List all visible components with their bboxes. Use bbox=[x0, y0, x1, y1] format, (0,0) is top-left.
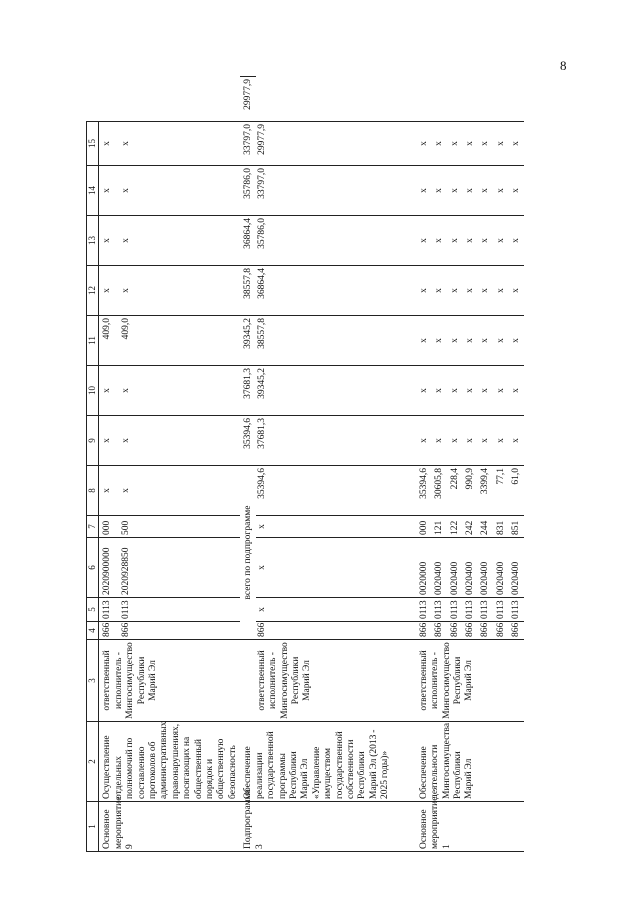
header-cell: 12 bbox=[87, 266, 99, 316]
table-cell: 3399,4 bbox=[477, 466, 492, 516]
table-cell: х bbox=[508, 216, 523, 266]
table-cell: 36864,4 bbox=[240, 216, 255, 266]
header-cell: 4 bbox=[87, 622, 99, 640]
header-cell: 8 bbox=[87, 466, 99, 516]
table-cell: х bbox=[99, 416, 120, 466]
table-cell: х bbox=[256, 516, 416, 538]
table-cell: 242 bbox=[462, 516, 477, 538]
table-cell: х bbox=[462, 216, 477, 266]
table-cell: х bbox=[120, 266, 240, 316]
header-cell: 1 bbox=[87, 802, 99, 852]
table-cell: х bbox=[447, 216, 462, 266]
table-cell: х bbox=[99, 166, 120, 216]
table-cell: х bbox=[431, 166, 446, 216]
table-cell: х bbox=[120, 166, 240, 216]
table-cell: х bbox=[447, 122, 462, 166]
table-cell: 0020000 bbox=[416, 538, 431, 598]
table-cell: х bbox=[477, 266, 492, 316]
table-cell: 37681,3 bbox=[256, 416, 416, 466]
table-cell: х bbox=[416, 122, 431, 166]
table-cell: х bbox=[477, 166, 492, 216]
table-cell: х bbox=[477, 416, 492, 466]
header-cell: 13 bbox=[87, 216, 99, 266]
table-cell: 990,9 bbox=[462, 466, 477, 516]
header-cell: 11 bbox=[87, 316, 99, 366]
table-cell: 33797,0 bbox=[240, 122, 255, 166]
header-cell: 14 bbox=[87, 166, 99, 216]
table-cell: 866 bbox=[416, 622, 431, 640]
table-cell: 29977,9 bbox=[240, 77, 255, 122]
table-row bbox=[99, 77, 120, 852]
table-cell: х bbox=[477, 216, 492, 266]
table-cell: 0113 bbox=[431, 598, 446, 622]
table-cell: х bbox=[431, 416, 446, 466]
table-cell: 0113 bbox=[508, 598, 523, 622]
table-cell: 831 bbox=[493, 516, 508, 538]
table-cell: 33797,0 bbox=[256, 166, 416, 216]
table-cell: х bbox=[462, 266, 477, 316]
table-cell: х bbox=[256, 538, 416, 598]
table-cell: 000 bbox=[99, 516, 120, 538]
subprogram-total-label: всего по подпрограмме bbox=[240, 466, 255, 640]
row-description: Осуществление отдельных полномочий по составлению протоколов об административных правонарушениях, посягающих на общественный порядок и общественную безопасность bbox=[99, 722, 240, 802]
table-cell: х bbox=[508, 316, 523, 366]
table-cell: х bbox=[416, 216, 431, 266]
table-cell: х bbox=[477, 366, 492, 416]
table-cell: 866 bbox=[120, 622, 240, 640]
table-cell: х bbox=[477, 316, 492, 366]
table-cell: 2020928850 bbox=[120, 538, 240, 598]
table-cell: х bbox=[508, 266, 523, 316]
page-number: 8 bbox=[560, 58, 567, 73]
table-cell: х bbox=[493, 416, 508, 466]
table-cell: 0113 bbox=[493, 598, 508, 622]
table-cell: х bbox=[431, 316, 446, 366]
table-cell: х bbox=[431, 366, 446, 416]
row-description: Обеспечение реализации государственной программы Республики Марий Эл «Управление имуществом государственной собственности Республики Марий Эл (2013 - 2025 годы)» bbox=[240, 722, 415, 802]
program-table-rotated bbox=[86, 76, 548, 852]
table-cell: х bbox=[431, 122, 446, 166]
header-cell: 6 bbox=[87, 538, 99, 598]
row-executor: ответственный исполнитель - Мингосимущество Республики Марий Эл bbox=[416, 640, 524, 722]
table-row bbox=[240, 77, 255, 852]
table-cell: 0113 bbox=[99, 598, 120, 622]
table-cell: 39345,2 bbox=[240, 316, 255, 366]
header-cell: 7 bbox=[87, 516, 99, 538]
table-cell: 35394,6 bbox=[256, 466, 416, 516]
table-cell: х bbox=[462, 366, 477, 416]
table-cell: х bbox=[447, 166, 462, 216]
program-table bbox=[86, 76, 524, 852]
table-cell: х bbox=[416, 166, 431, 216]
table-cell: 0113 bbox=[120, 598, 240, 622]
table-cell: 866 bbox=[99, 622, 120, 640]
table-cell: х bbox=[508, 122, 523, 166]
table-cell: 39345,2 bbox=[256, 366, 416, 416]
table-cell: 77,1 bbox=[493, 466, 508, 516]
table-cell: х bbox=[477, 122, 492, 166]
table-cell: 0020400 bbox=[462, 538, 477, 598]
table-cell: х bbox=[462, 316, 477, 366]
table-cell: х bbox=[120, 416, 240, 466]
table-cell: 866 bbox=[508, 622, 523, 640]
header-cell: 9 bbox=[87, 416, 99, 466]
table-cell: х bbox=[508, 366, 523, 416]
table-cell: 36864,4 bbox=[256, 266, 416, 316]
table-cell: х bbox=[447, 366, 462, 416]
table-cell: 866 bbox=[256, 622, 416, 640]
table-cell: х bbox=[416, 366, 431, 416]
table-row bbox=[416, 77, 431, 852]
table-cell: х bbox=[462, 166, 477, 216]
row-label: Основное мероприятие 9 bbox=[99, 802, 240, 852]
table-cell: 35786,0 bbox=[240, 166, 255, 216]
row-executor: ответственный исполнитель - Мингосимущество Республики Марий Эл bbox=[256, 640, 416, 722]
table-cell: 0113 bbox=[477, 598, 492, 622]
table-cell: х bbox=[99, 122, 120, 166]
table-cell: х bbox=[256, 598, 416, 622]
table-cell: 244 bbox=[477, 516, 492, 538]
table-cell: х bbox=[416, 266, 431, 316]
table-cell: х bbox=[493, 266, 508, 316]
table-cell: 866 bbox=[431, 622, 446, 640]
header-cell: 2 bbox=[87, 722, 99, 802]
row-label: Подпрограмма 3 bbox=[240, 802, 415, 852]
table-cell: х bbox=[416, 416, 431, 466]
table-cell: 0113 bbox=[462, 598, 477, 622]
table-cell: 866 bbox=[462, 622, 477, 640]
table-cell: х bbox=[120, 466, 240, 516]
table-cell: 0020400 bbox=[493, 538, 508, 598]
table-cell: 61,0 bbox=[508, 466, 523, 516]
table-cell: х bbox=[493, 122, 508, 166]
table-cell: 409,0 bbox=[99, 316, 120, 366]
header-row bbox=[87, 77, 99, 852]
table-cell: х bbox=[462, 122, 477, 166]
table-cell: 38557,8 bbox=[256, 316, 416, 366]
table-cell: 500 bbox=[120, 516, 240, 538]
table-cell: 35394,6 bbox=[240, 416, 255, 466]
table-cell: 0020400 bbox=[447, 538, 462, 598]
table-cell: 122 bbox=[447, 516, 462, 538]
table-cell: 2020900000 bbox=[99, 538, 120, 598]
table-cell: 866 bbox=[447, 622, 462, 640]
table-cell: х bbox=[447, 416, 462, 466]
table-cell: х bbox=[416, 316, 431, 366]
table-cell: х bbox=[508, 416, 523, 466]
table-cell: 851 bbox=[508, 516, 523, 538]
table-cell: 000 bbox=[416, 516, 431, 538]
table-cell: 35394,6 bbox=[416, 466, 431, 516]
row-executor: ответственный исполнитель - Мингосимущество Республики Марий Эл bbox=[99, 640, 240, 722]
table-cell: х bbox=[508, 166, 523, 216]
table-cell: х bbox=[120, 216, 240, 266]
header-cell: 3 bbox=[87, 640, 99, 722]
table-cell: 30605,8 bbox=[431, 466, 446, 516]
table-cell: х bbox=[462, 416, 477, 466]
header-cell: 15 bbox=[87, 122, 99, 166]
table-cell: х bbox=[99, 216, 120, 266]
table-cell: 121 bbox=[431, 516, 446, 538]
table-cell: х bbox=[447, 316, 462, 366]
header-cell: 5 bbox=[87, 598, 99, 622]
table-cell: 866 bbox=[493, 622, 508, 640]
table-cell: х bbox=[99, 466, 120, 516]
table-cell: х bbox=[447, 266, 462, 316]
table-cell: х bbox=[493, 216, 508, 266]
table-cell: 0020400 bbox=[431, 538, 446, 598]
table-cell: 29977,9 bbox=[256, 122, 416, 166]
table-cell: х bbox=[493, 366, 508, 416]
table-cell: х bbox=[493, 166, 508, 216]
table-cell: 0113 bbox=[447, 598, 462, 622]
table-cell: 0113 bbox=[416, 598, 431, 622]
table-cell: х bbox=[493, 316, 508, 366]
table-cell: 409,0 bbox=[120, 316, 240, 366]
header-cell: 10 bbox=[87, 366, 99, 416]
table-cell: 0020400 bbox=[508, 538, 523, 598]
table-cell: 35786,0 bbox=[256, 216, 416, 266]
table-cell: х bbox=[99, 366, 120, 416]
table-cell: х bbox=[431, 266, 446, 316]
table-cell: х bbox=[120, 366, 240, 416]
table-cell bbox=[240, 640, 255, 722]
table-cell: х bbox=[99, 266, 120, 316]
table-cell: х bbox=[120, 122, 240, 166]
table-cell: 0020400 bbox=[477, 538, 492, 598]
table-cell: 37681,3 bbox=[240, 366, 255, 416]
table-cell: 866 bbox=[477, 622, 492, 640]
row-label: Основное мероприятие 1 bbox=[416, 802, 524, 852]
table-cell: 228,4 bbox=[447, 466, 462, 516]
table-cell: х bbox=[431, 216, 446, 266]
table-cell: 38557,8 bbox=[240, 266, 255, 316]
row-description: Обеспечение деятельности Мингосимущества Республики Марий Эл bbox=[416, 722, 524, 802]
